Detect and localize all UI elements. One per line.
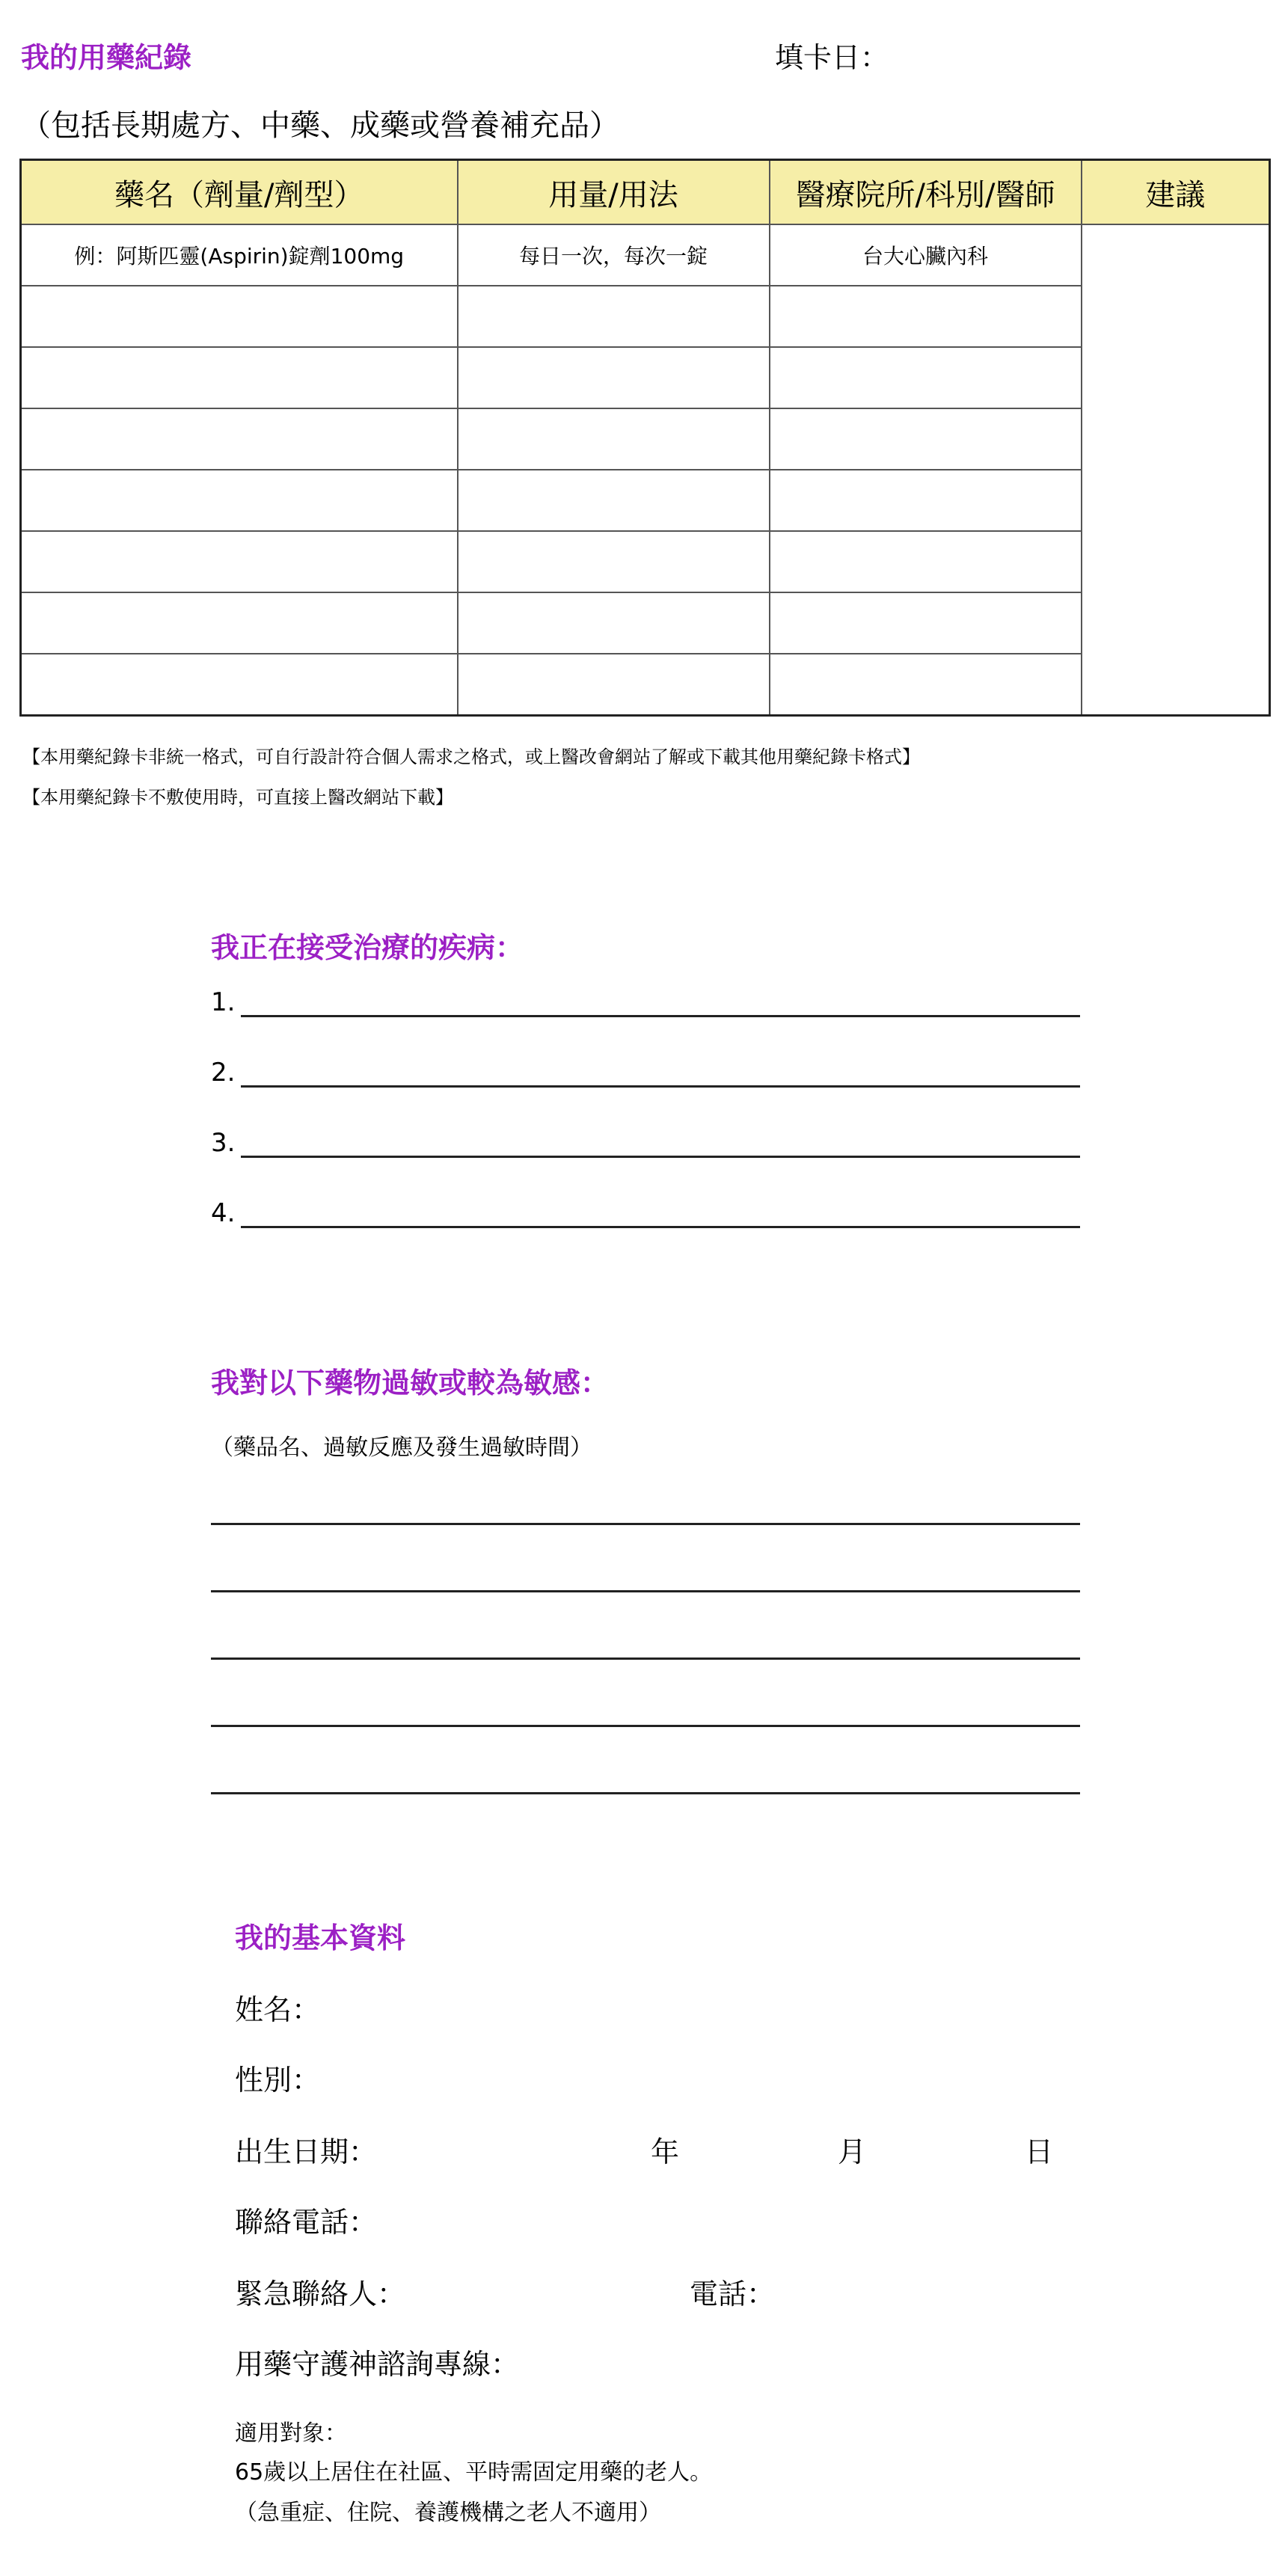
disease-number: 2. bbox=[211, 1058, 236, 1088]
drug-name-cell[interactable] bbox=[21, 531, 458, 592]
dosage-cell[interactable] bbox=[458, 286, 770, 347]
table-row-example bbox=[21, 224, 1270, 286]
drug-name-cell[interactable] bbox=[21, 592, 458, 654]
page-subtitle: （包括長期處方、中藥、成藥或營養補充品） bbox=[21, 108, 619, 143]
disease-number: 1. bbox=[211, 987, 236, 1017]
hospital-cell[interactable] bbox=[770, 470, 1082, 531]
disease-input-3[interactable] bbox=[241, 1130, 1080, 1158]
drug-name-cell[interactable] bbox=[21, 347, 458, 408]
dosage-cell[interactable] bbox=[458, 408, 770, 470]
eligibility-label: 適用對象： bbox=[235, 2420, 347, 2447]
column-header-hospital: 醫療院所/科別/醫師 bbox=[770, 160, 1082, 225]
dosage-cell[interactable] bbox=[458, 470, 770, 531]
disease-input-2[interactable] bbox=[241, 1060, 1080, 1088]
fill-date-label: 填卡日： bbox=[775, 41, 889, 74]
drug-name-cell[interactable] bbox=[21, 286, 458, 347]
dosage-cell[interactable] bbox=[458, 592, 770, 654]
allergy-input-5[interactable] bbox=[211, 1792, 1080, 1794]
medication-table bbox=[19, 159, 1271, 717]
allergy-hint: （藥品名、過敏反應及發生過敏時間） bbox=[211, 1435, 592, 1461]
disease-input-4[interactable] bbox=[241, 1200, 1080, 1228]
birth-year-label: 年 bbox=[651, 2135, 680, 2168]
birth-month-label: 月 bbox=[838, 2135, 867, 2168]
dosage-cell[interactable] bbox=[458, 347, 770, 408]
column-header-drug-name: 藥名（劑量/劑型） bbox=[21, 160, 458, 225]
allergy-input-2[interactable] bbox=[211, 1590, 1080, 1592]
emergency-contact-label: 緊急聯絡人： bbox=[235, 2278, 406, 2310]
disease-number: 3. bbox=[211, 1128, 236, 1158]
example-hospital[interactable]: 台大心臟內科 bbox=[770, 224, 1082, 286]
allergy-input-1[interactable] bbox=[211, 1523, 1080, 1525]
example-drug-name[interactable]: 例：阿斯匹靈(Aspirin)錠劑100mg bbox=[21, 224, 458, 286]
disease-line-3 bbox=[211, 1128, 1080, 1158]
hotline-label: 用藥守護神諮詢專線： bbox=[235, 2348, 520, 2381]
drug-name-cell[interactable] bbox=[21, 408, 458, 470]
eligibility-text: 65歲以上居住在社區、平時需固定用藥的老人。 bbox=[235, 2459, 713, 2485]
column-header-dosage: 用量/用法 bbox=[458, 160, 770, 225]
table-header-row bbox=[21, 160, 1270, 225]
dosage-cell[interactable] bbox=[458, 531, 770, 592]
basic-info-title: 我的基本資料 bbox=[235, 1922, 406, 1954]
hospital-cell[interactable] bbox=[770, 531, 1082, 592]
exclusion-text: （急重症、住院、養護機構之老人不適用） bbox=[235, 2500, 661, 2526]
hospital-cell[interactable] bbox=[770, 286, 1082, 347]
disease-line-1 bbox=[211, 987, 1080, 1017]
phone-label: 聯絡電話： bbox=[235, 2206, 378, 2239]
emergency-phone-label: 電話： bbox=[690, 2278, 776, 2310]
birth-day-label: 日 bbox=[1025, 2135, 1054, 2168]
disease-line-4 bbox=[211, 1198, 1080, 1228]
hospital-cell[interactable] bbox=[770, 347, 1082, 408]
disease-line-2 bbox=[211, 1058, 1080, 1088]
hospital-cell[interactable] bbox=[770, 654, 1082, 716]
allergy-input-3[interactable] bbox=[211, 1657, 1080, 1660]
gender-label: 性別： bbox=[235, 2064, 321, 2097]
allergy-title: 我對以下藥物過敏或較為敏感： bbox=[211, 1367, 610, 1399]
allergy-input-4[interactable] bbox=[211, 1725, 1080, 1727]
drug-name-cell[interactable] bbox=[21, 654, 458, 716]
name-label: 姓名： bbox=[235, 1993, 321, 2026]
hospital-cell[interactable] bbox=[770, 592, 1082, 654]
advice-cell[interactable] bbox=[1082, 224, 1270, 716]
example-dosage[interactable]: 每日一次，每次一錠 bbox=[458, 224, 770, 286]
page-title: 我的用藥紀錄 bbox=[21, 41, 192, 74]
disease-number: 4. bbox=[211, 1198, 236, 1228]
download-note: 【本用藥紀錄卡不敷使用時，可直接上醫改網站下載】 bbox=[22, 787, 453, 808]
disease-input-1[interactable] bbox=[241, 990, 1080, 1017]
diseases-title: 我正在接受治療的疾病： bbox=[211, 931, 524, 964]
column-header-advice: 建議 bbox=[1082, 160, 1270, 225]
drug-name-cell[interactable] bbox=[21, 470, 458, 531]
birth-date-label: 出生日期： bbox=[235, 2135, 378, 2168]
hospital-cell[interactable] bbox=[770, 408, 1082, 470]
format-note: 【本用藥紀錄卡非統一格式，可自行設計符合個人需求之格式，或上醫改會網站了解或下載其他用藥紀錄卡格式】 bbox=[22, 746, 920, 767]
dosage-cell[interactable] bbox=[458, 654, 770, 716]
